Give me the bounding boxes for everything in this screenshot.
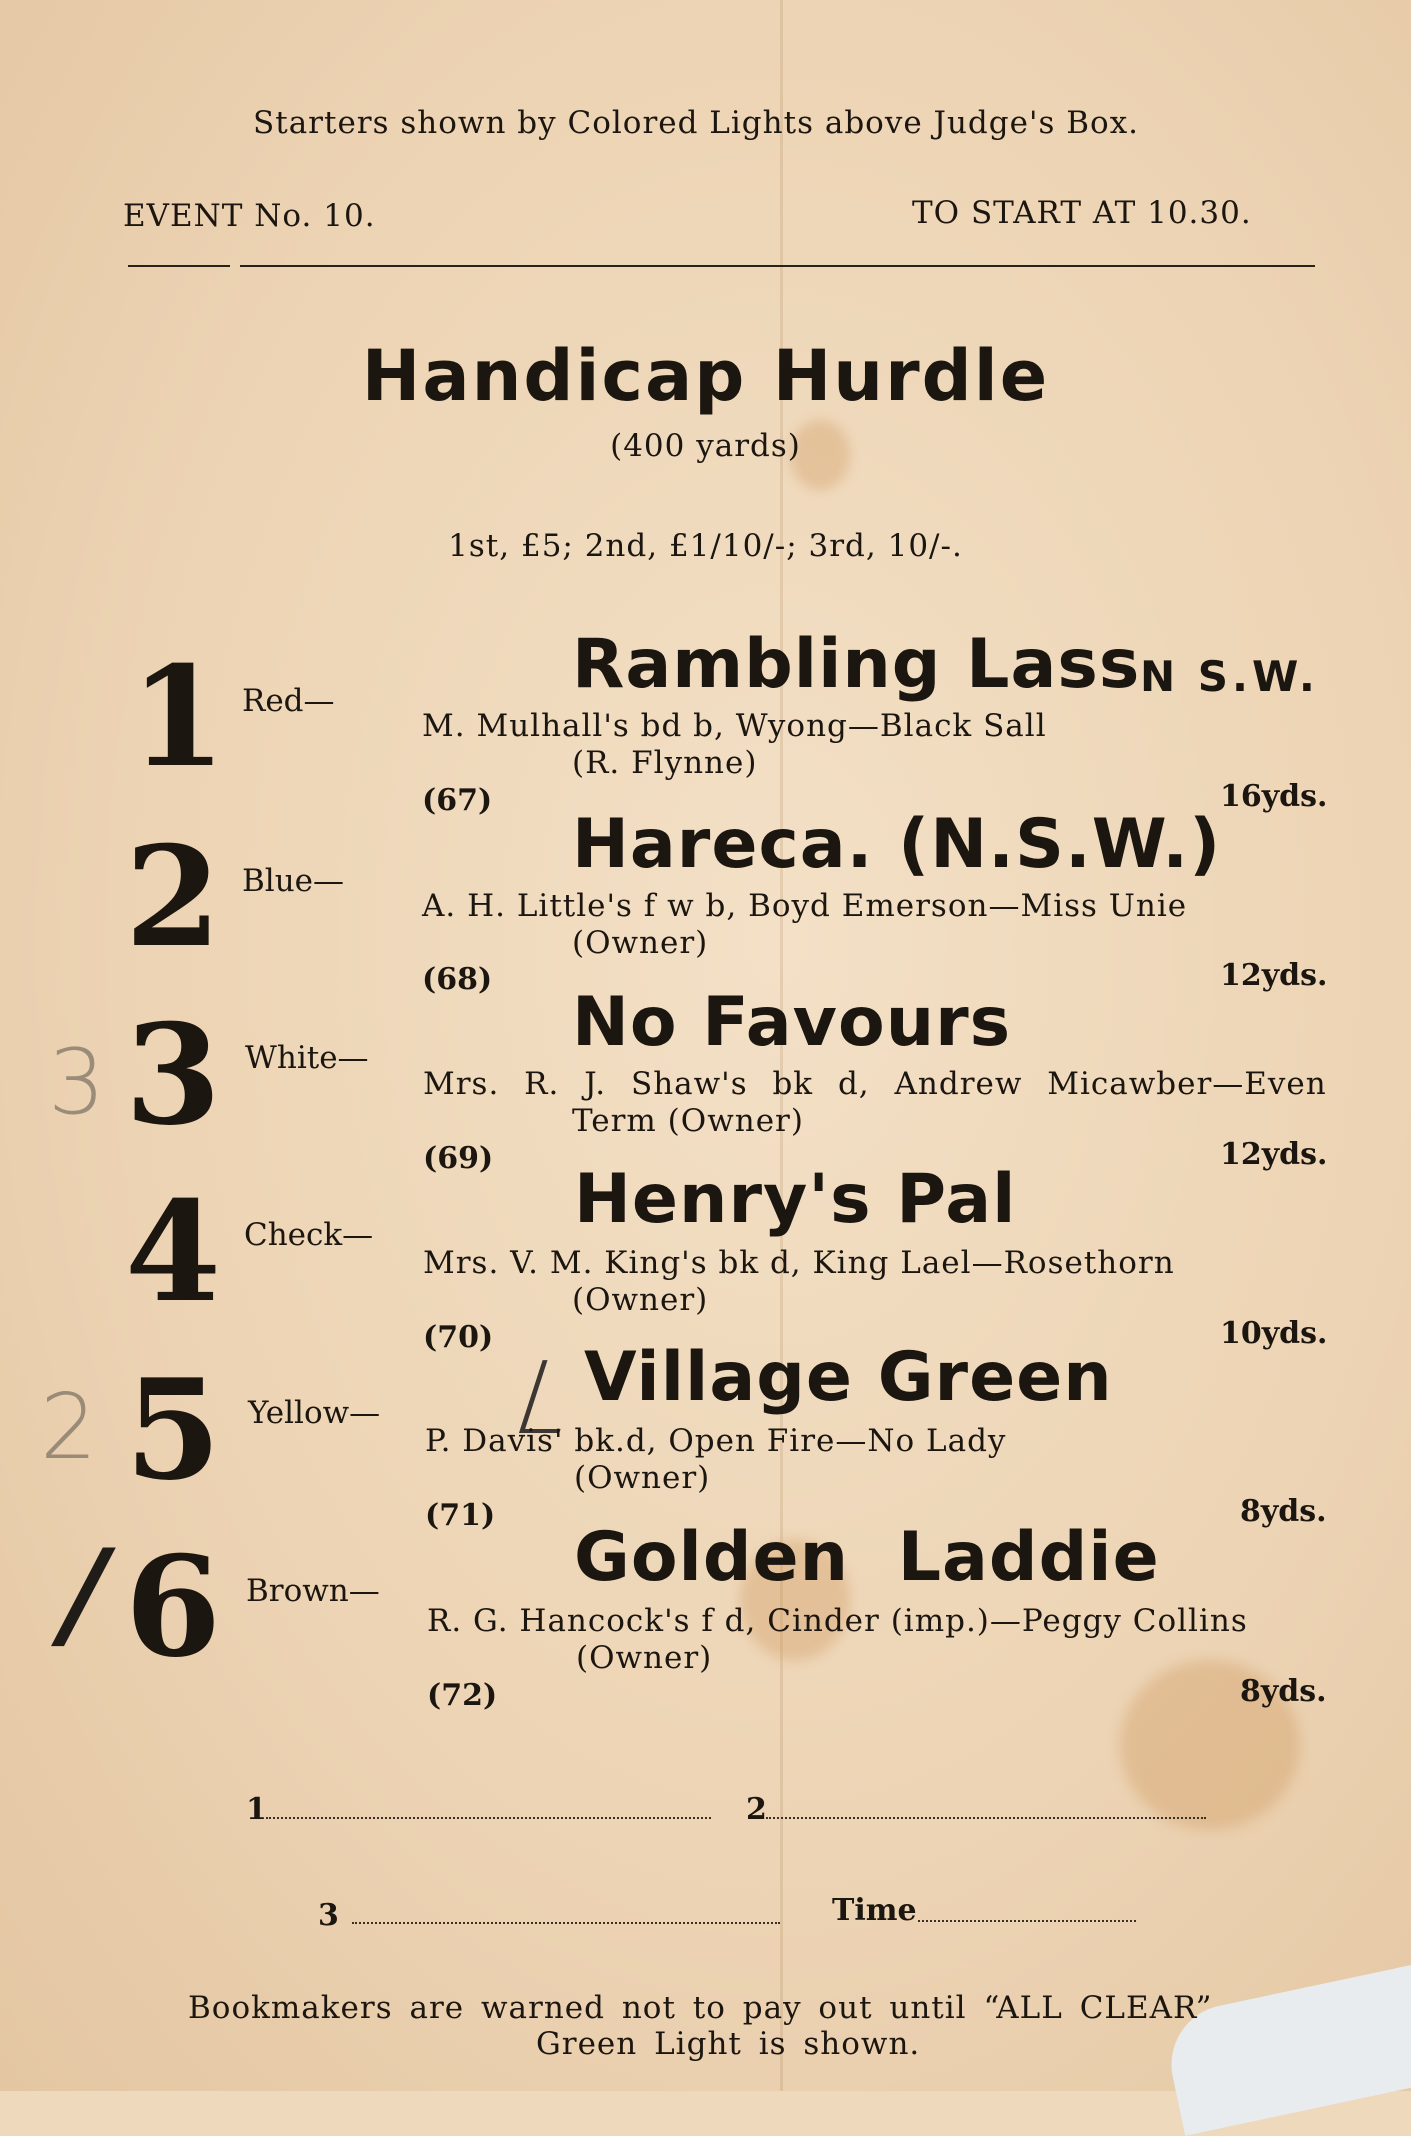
- entry-handicap: 8yds.: [1240, 1494, 1327, 1529]
- horse-name: Golden Laddie: [574, 1518, 1160, 1597]
- horse-breeding: A. H. Little's f w b, Boyd Emerson—Miss Unie: [422, 888, 1188, 924]
- entry-code: (68): [422, 962, 493, 997]
- result-time-label: Time: [832, 1893, 917, 1928]
- entry-number: 2: [125, 815, 222, 978]
- horse-origin: N S.W.: [1140, 652, 1319, 701]
- entry-color: Check—: [244, 1217, 374, 1253]
- entry-handicap: 10yds.: [1220, 1316, 1328, 1351]
- horse-breeding: P. Davis' bk.d, Open Fire—No Lady: [425, 1423, 1007, 1459]
- horse-name: Henry's Pal: [574, 1160, 1017, 1239]
- entry-color: Blue—: [242, 863, 345, 899]
- handwritten-mark: L: [498, 1340, 593, 1457]
- result-third-label: 3: [318, 1898, 339, 1933]
- entry-number: 5: [125, 1348, 222, 1511]
- result-second-label: 2: [746, 1792, 767, 1827]
- entry-code: (69): [423, 1141, 494, 1176]
- horse-name: Rambling Lass: [572, 625, 1141, 704]
- horse-trainer: (Owner): [576, 1640, 713, 1676]
- entry-handicap: 8yds.: [1240, 1674, 1327, 1709]
- lights-notice: Starters shown by Colored Lights above Judge's Box.: [253, 105, 1140, 141]
- horse-name: Village Green: [584, 1338, 1113, 1417]
- entry-color: Brown—: [246, 1573, 380, 1609]
- start-time: TO START AT 10.30.: [912, 195, 1252, 231]
- race-prizes: 1st, £5; 2nd, £1/10/-; 3rd, 10/-.: [448, 528, 963, 564]
- result-first-line[interactable]: [266, 1817, 711, 1819]
- horse-trainer: (Owner): [572, 925, 709, 961]
- handwritten-mark: /: [47, 1525, 121, 1664]
- horse-trainer: (Owner): [572, 1282, 709, 1318]
- entry-number: 1: [130, 635, 227, 798]
- entry-code: (67): [422, 783, 493, 818]
- entry-handicap: 12yds.: [1220, 958, 1328, 993]
- entry-code: (71): [425, 1498, 496, 1533]
- entry-code: (70): [423, 1320, 494, 1355]
- entry-color: Yellow—: [248, 1395, 381, 1431]
- horse-name: No Favours: [572, 983, 1012, 1062]
- entry-color: Red—: [242, 683, 335, 719]
- entry-number: 4: [125, 1170, 222, 1333]
- horse-breeding: M. Mulhall's bd b, Wyong—Black Sall: [422, 708, 1047, 744]
- entry-number: 3: [125, 993, 222, 1156]
- header-rule: [240, 265, 1315, 267]
- handwritten-mark: 3: [48, 1030, 106, 1135]
- race-distance: (400 yards): [610, 428, 801, 464]
- result-second-line[interactable]: [766, 1817, 1206, 1819]
- horse-name: Hareca. (N.S.W.): [572, 805, 1222, 884]
- horse-breeding: Mrs. R. J. Shaw's bk d, Andrew Micawber—Even: [423, 1066, 1327, 1102]
- horse-trainer: (Owner): [574, 1460, 711, 1496]
- result-time-line[interactable]: [918, 1920, 1136, 1922]
- header-rule: [128, 265, 230, 267]
- result-first-label: 1: [246, 1792, 267, 1827]
- entry-color: White—: [245, 1040, 369, 1076]
- handwritten-mark: 2: [40, 1375, 98, 1480]
- entry-handicap: 12yds.: [1220, 1137, 1328, 1172]
- entry-code: (72): [427, 1678, 498, 1713]
- horse-trainer: (R. Flynne): [572, 745, 758, 781]
- event-number: EVENT No. 10.: [123, 198, 376, 234]
- horse-breeding: R. G. Hancock's f d, Cinder (imp.)—Peggy Collins: [427, 1603, 1248, 1639]
- footer-warning: Bookmakers are warned not to pay out until “ALL CLEAR”: [188, 1990, 1213, 2026]
- race-title: Handicap Hurdle: [361, 335, 1050, 417]
- entry-handicap: 16yds.: [1220, 779, 1328, 814]
- entry-number: 6: [125, 1525, 222, 1688]
- footer-warning-continued: Green Light is shown.: [536, 2026, 921, 2062]
- horse-breeding: Mrs. V. M. King's bk d, King Lael—Rosethorn: [423, 1245, 1175, 1281]
- result-third-line[interactable]: [352, 1922, 780, 1924]
- horse-trainer: Term (Owner): [572, 1103, 804, 1139]
